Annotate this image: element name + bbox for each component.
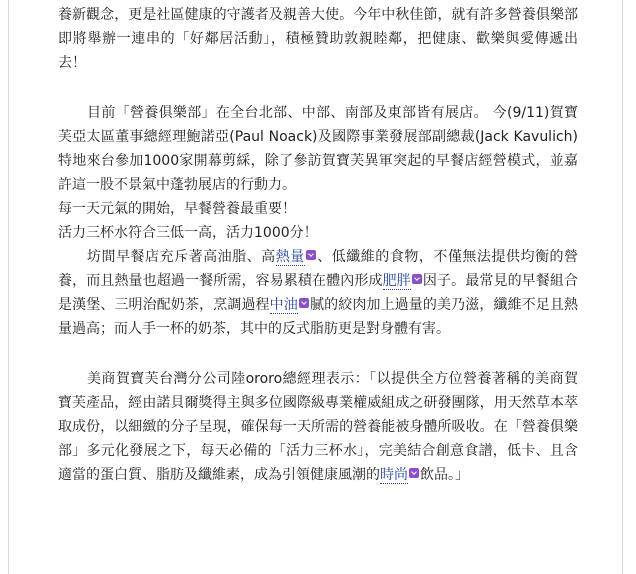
keyword-popup-icon[interactable] (299, 298, 309, 308)
keyword-link-obesity[interactable]: 肥胖 (382, 273, 411, 289)
paragraph-3-seg3: 因子。最常見的早餐組合是漢堡、三明治配奶茶，烹調過程 (58, 273, 579, 313)
article-body (58, 0, 578, 487)
paragraph-3 (58, 245, 578, 341)
paragraph-2-text: 目前「營養俱樂部」在全台北部、中部、南部及東部皆有展店。 今(9/11)賀寶芙亞太區董事總經理鮑諾亞(Paul Noack)及國際事業發展部副總裁(Jack Kavulich) 特地來台參加1000家開幕剪綵，除了參訪賀寶芙異軍突起的早餐店經營模式，並嘉許這一股不景氣中蓬勃展店的行動力。 (58, 105, 578, 193)
keyword-popup-icon[interactable] (409, 468, 419, 478)
keyword-popup-icon[interactable] (306, 250, 316, 260)
paragraph-4 (58, 367, 578, 487)
keyword-popup-icon[interactable] (412, 274, 422, 284)
paragraph-1-text: 養新觀念，更是社區健康的守護者及親善大使。今年中秋佳節，就有許多營養俱樂部即將舉辦一連串的「好鄰居活動」，積極贊助敦親睦鄰，把健康、歡樂與愛傳遞出去！ (58, 7, 578, 71)
paragraph-2 (58, 101, 578, 197)
left-border-line (8, 0, 9, 574)
keyword-link-fashion[interactable]: 時尚 (380, 467, 408, 483)
paragraph-3-seg2: 、低纖維的食物，不僅無法提供均衡的營養，而且熱量也超過一餐所需，容易累積在體內形成 (58, 249, 579, 289)
paragraph-4-seg2: 飲品。」 (420, 467, 469, 483)
keyword-link-calories[interactable]: 熱量 (275, 249, 305, 265)
paragraph-1 (58, 3, 578, 75)
keyword-link-oil[interactable]: 中油 (269, 297, 298, 313)
subheading-2: 活力三杯水符合三低一高，活力1000分！ (58, 225, 318, 241)
paragraph-3-seg4: 膩的絞肉加上過量的美乃滋，纖維不足且熱量過高；而人手一杯的奶茶，其中的反式脂肪更是對身體有害。 (58, 297, 579, 337)
right-border-line (622, 0, 623, 574)
paragraph-3-seg1: 坊間早餐店充斥著高油脂、高 (87, 249, 276, 265)
paragraph-4-seg1: 美商賀寶芙台灣分公司陸ororo總經理表示：「以提供全方位營養著稱的美商賀寶芙產品，經由諾貝爾獎得主與多位國際級專業權威組成之研發團隊，用天然草本萃取成份，以細緻的分子呈現，確保每一天所需的營養能被身體所吸收。在「營養俱樂部」多元化發展之下，每天必備的「活力三杯水」，完美結合創意食譜，低卡、且含適當的蛋白質、脂肪及纖維素，成為引領健康風潮的 (58, 371, 578, 483)
subheading-1: 每一天元氣的開始，早餐營養最重要！ (58, 201, 296, 217)
